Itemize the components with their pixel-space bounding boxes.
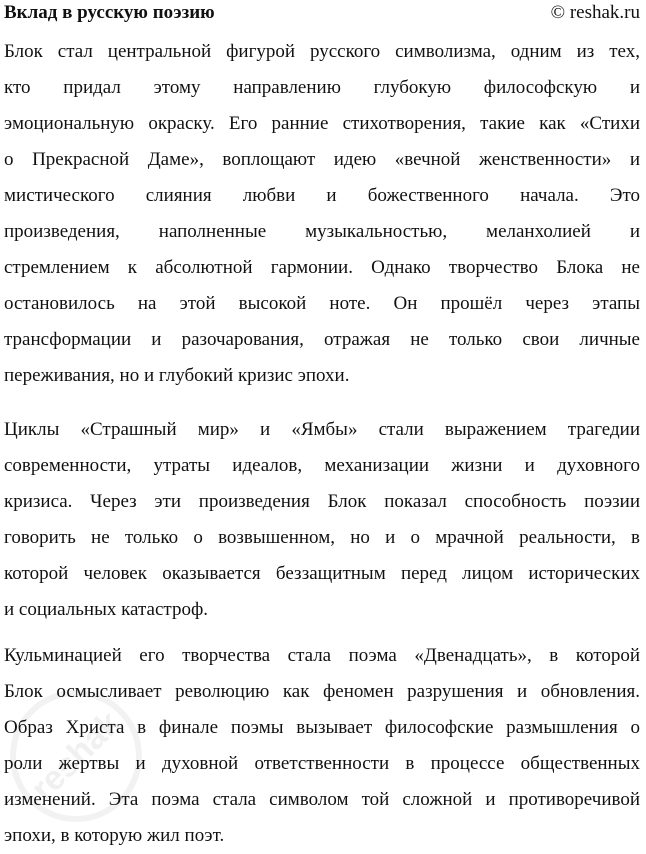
text-line: эмоциональную окраску. Его ранние стихотворения, такие как «Стихи	[4, 113, 640, 134]
text-line: Циклы «Страшный мир» и «Ямбы» стали выражением трагедии	[4, 419, 640, 440]
watermark-logo: reshak	[0, 663, 169, 850]
text-line: кто придал этому направлению глубокую философскую и	[4, 77, 640, 98]
text-line: трансформации и разочарования, отражая не только свои личные	[4, 329, 640, 350]
text-line: изменений. Эта поэма стала символом той сложной и противоречивой	[4, 789, 640, 810]
text-line: роли жертвы и духовной ответственности в процессе общественных	[4, 753, 640, 774]
text-line: и социальных катастроф.	[4, 599, 208, 620]
text-line: стремлением к абсолютной гармонии. Однако творчество Блока не	[4, 257, 640, 278]
text-line: произведения, наполненные музыкальностью, меланхолией и	[4, 221, 640, 242]
paragraph-2	[4, 412, 640, 628]
paragraph-3	[4, 638, 640, 854]
text-line: Кульминацией его творчества стала поэма «Двенадцать», в которой	[4, 645, 640, 666]
text-line: говорить не только о возвышенном, но и о мрачной реальности, в	[4, 527, 640, 548]
text-line: мистического слияния любви и божественного начала. Это	[4, 185, 640, 206]
text-line: о Прекрасной Даме», воплощают идею «вечной женственности» и	[4, 149, 640, 170]
copyright: © reshak.ru	[550, 2, 640, 23]
text-line: эпохи, в которую жил поэт.	[4, 825, 225, 846]
text-line: Блок осмысливает революцию как феномен разрушения и обновления.	[4, 681, 640, 702]
page-header	[4, 0, 640, 26]
text-line: кризиса. Через эти произведения Блок показал способность поэзии	[4, 491, 640, 512]
text-line: современности, утраты идеалов, механизации жизни и духовного	[4, 455, 640, 476]
text-line: Блок стал центральной фигурой русского символизма, одним из тех,	[4, 41, 640, 62]
text-line: которой человек оказывается беззащитным перед лицом исторических	[4, 563, 640, 584]
paragraph-1	[4, 34, 640, 394]
page-title: Вклад в русскую поэзию	[4, 2, 215, 23]
text-line: Образ Христа в финале поэмы вызывает философские размышления о	[4, 717, 640, 738]
text-line: переживания, но и глубокий кризис эпохи.	[4, 365, 350, 386]
text-line: остановилось на этой высокой ноте. Он прошёл через этапы	[4, 293, 640, 314]
